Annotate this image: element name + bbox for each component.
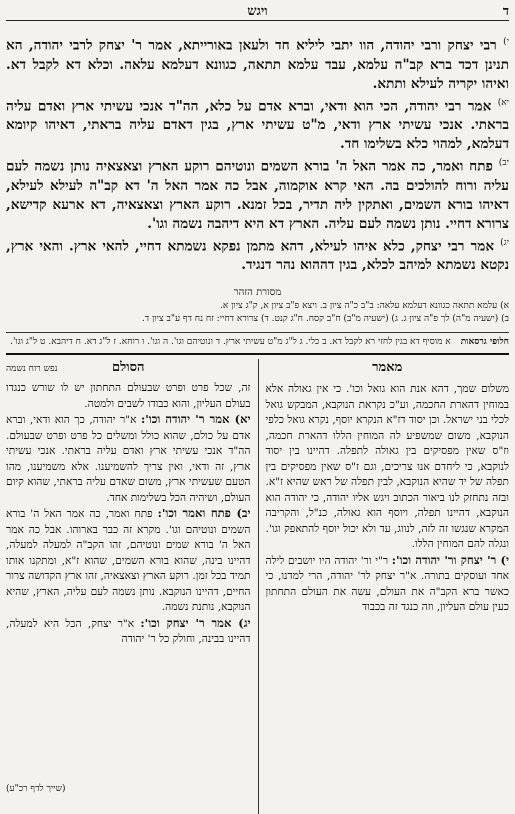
commentary-paragraph <box>6 381 251 412</box>
paragraph-marker: י) <box>503 37 509 47</box>
page-header <box>6 4 509 21</box>
mesoret-title: מסורת הזהר <box>233 287 282 299</box>
paragraph-text: ר"י ור' יהודה היו יושבים לילה אחד ועוסקים בתורה. א"ר יצחק לר' יהודה, הרי למדנו, כי כאשר ברא הקב"ה את העולם, עשה את העולם התחתון כעין עולם העליון, וזה כנגד זה בכבוד <box>265 554 509 614</box>
column-title <box>6 359 251 381</box>
column-title-text: מאמר <box>372 360 403 376</box>
commentary-paragraph <box>6 506 251 616</box>
column-title <box>266 359 510 381</box>
zohar-paragraph-text: אמר רבי יהודה, הכי הוא ודאי, וברא אדם על כלא, הה"ד אנכי עשיתי ארץ ואדם עליה בראתי. אנכי עשיתי ארץ ודאי, מ"ט עשיתי ארץ, בגין דאדם עליה בראתי, דאיהו קיומא דעלמא, למהוי כלא בשלימו חד. <box>6 98 509 153</box>
commentary-right-column <box>258 359 510 814</box>
zohar-paragraph <box>6 234 509 276</box>
paragraph-marker: יג) <box>500 237 509 248</box>
zohar-paragraph-text: רבי יצחק ורבי יהודה, הוו יתבי ליליא חד ולעאן באורייתא, אמר ר' יצחק לרבי יהודה, הא תנינן דכד ברא קב"ה עלמא, עבד עלמא תתאה, כגוונא דעלמא עלאה. וכלא דא לקבל דא. ואיהו יקריה לעילא ותתא. <box>6 37 509 92</box>
paragraph-marker: יב) <box>498 158 510 169</box>
paragraph-lead: יא) אמר ר' יהודה וכו': <box>140 412 251 427</box>
paragraph-text: זה, שכל פרט ופרט שבעולם התחתון יש לו שורש כנגדו בעולם העליון, והוא כבודו לשבים ולמטה. <box>6 382 251 410</box>
footer-left-note: (שייך לדף רכ"ע) <box>6 784 66 794</box>
mesoret-notes <box>6 300 509 326</box>
commentary-paragraph <box>266 553 510 616</box>
zohar-paragraph <box>6 94 509 155</box>
paragraph-lead: יג) אמר ר' יצחק וכו': <box>140 615 251 630</box>
divider <box>6 353 509 355</box>
paragraph-text: פתח ואמר, כה אמר האל ה' בורא השמים ונוטיהם וגו'. מקרא זה כבר בארוהו. אבל כה אמר האל ה' בורא שמים ונוטיהם, זהו הקב"ה למעלה למעלה, דהיינו בינה, שהוא בורא השמים, שהוא ז"א, ומתקנו אותו תמיד בכל זמן. רוקע הארץ וצאצאיה, זהו ארץ הקדושה צרור החיים, דהיינו הנוקבא. נותן נשמה לעם עליה, הארץ, שהיא הנוקבא, נותנת נשמה. <box>6 508 251 614</box>
commentary-text <box>6 381 251 648</box>
column-title-text: הסולם <box>112 360 145 376</box>
column-side-note: נפש רוח נשמה <box>6 364 58 375</box>
paragraph-text: משלום שמך, דהא אנת הוא גואל וכו'. כי אין גאולה אלא במוחין דהארת החכמה, וע"כ נקראת הנוקבא, המבקש גואל לכלי בני ישראל. וכן יסוד דז"א הנקרא יוסף, נקרא גואל כלפי הנוקבא, משום שמשפיע לה המוחין הללו דהארת חכמה, וז"ס שאין מפסיקים בין גאולה לתפלה. דהיינו בין יסוד לנוקבא, כי ליחדם אנו צריכים, וגם ז"ס שאין מפסיקים בין תפלה של יד שהיא הנוקבא, לבין תפלה של ראש שהיא ז"א. ובזה נתחזק לנו ביאור הכתוב ויגש אליו יהודה, כי יהודה הוא הנוקבא, דהיינו תפלה, ויוסף הוא גאולה, כנ"ל, והקריבה המקרא שנגשו זה לזה, לנווג, עד ולא יכול יוסף להתאפק וגו'. ונגלה להם המוחין הללו. <box>265 383 509 551</box>
page <box>6 4 509 796</box>
commentary-paragraph <box>6 412 251 506</box>
page-footer <box>6 783 509 794</box>
page-number: ד <box>502 4 509 19</box>
paragraph-lead: י) ר' יצחק ור' יהודה וכו': <box>391 552 509 567</box>
paragraph-marker: יא) <box>497 97 509 108</box>
variant-readings-label: חלופי גרסאות <box>460 337 509 348</box>
commentary-columns <box>6 359 509 814</box>
zohar-paragraph <box>6 154 509 234</box>
parasha-title: ויגש <box>247 4 268 19</box>
paragraph-text: א"ר יצחק, הכל היא למעלה, דהיינו בבינה, וחולק כל ר' יהודה <box>6 617 251 646</box>
commentary-paragraph <box>266 381 510 553</box>
variant-readings <box>6 332 509 348</box>
paragraph-lead: יב) פתח ואמר וכו': <box>157 506 251 521</box>
zohar-paragraph <box>6 33 509 94</box>
zohar-paragraph-text: פתח ואמר, כה אמר האל ה' בורא השמים ונוטיהם רוקע הארץ וצאצאיה נותן נשמה לעם עליה ורוח להולכים בה. האי קרא אוקמוה, אבל כה אמר האל ה' דא קב"ה לעילא לעילא, דאיהו בורא השמים, ואתקין ליה תדיר, בכל זמנא. רוקע הארץ וצאצאיה, דא ארעא קדישא, צרורא דחיי. נותן נשמה לעם עליה. הארץ דא היא דיהבה נשמה וגו'. <box>6 158 509 232</box>
variant-readings-text: א מוסיף דא בגין לחזי רא לקבל דא. ב כלי. ג ל"ג מ"ט עשיתי ארץ. ד ונוטיהם וגו'. ה וגו'. ו רוחא. ז ל"ג דא. ח דיהבא. ט ל"ג וגו'. <box>10 337 451 348</box>
paragraph-text: א"ר יהודה, כך הוא ודאי, וברא אדם על כולם, שהוא כולל ומשלים כל פרט ופרט שבעולם. הה"ד אנכי עשיתי ארץ ואדם עליה בראתי. אנכי עשיתי ארץ, זה ודאי, ואין צריך להשמיענו. אלא משמיענו, מהו הטעם שעשיתי ארץ, משום שאדם עליה בראתי, שהוא קיום העולם, ושיהיה הכל בשלימות אחד. <box>6 414 251 504</box>
mesoret-line: ב) (ישעיה מ"ה) לך פ"ה ציון ג. ג) (ישעיה מ"ב) ח"ב קסח. ח"ג קנט. ד) צרורא דחיי: זח נח דף ע"ב ציון ד. <box>141 314 509 325</box>
zohar-text <box>6 33 509 275</box>
mesoret-line: א) עלמא תתאה כגוונא דעלמא עלאה: ב"ב כ"ה ציון ב. ויצא פ"ב ציון א, ק"ג ציון א. <box>219 301 509 312</box>
commentary-paragraph <box>6 616 251 648</box>
commentary-left-column <box>6 359 258 814</box>
commentary-text <box>266 381 510 616</box>
zohar-paragraph-text: אמר רבי יצחק, כלא איהו לעילא, דהא מתמן נפקא נשמתא דחיי, להאי ארץ. והאי ארץ, נקטא נשמתא למיהב לכלא, בגין דההוא נהר דנגיד. <box>6 238 509 274</box>
